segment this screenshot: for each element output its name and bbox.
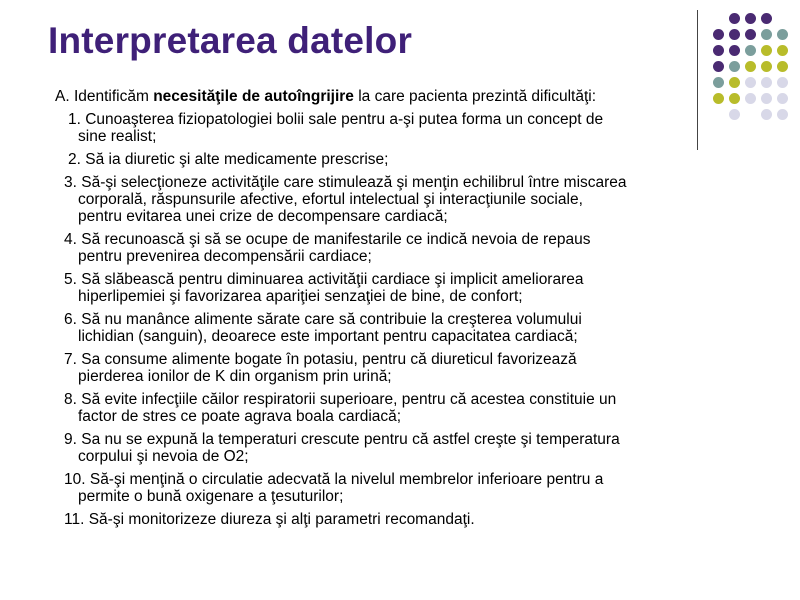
list-item-continuation: corpului şi nevoia de O2; bbox=[78, 448, 249, 465]
decorative-dot bbox=[777, 45, 788, 56]
list-item-continuation: permite o bună oxigenare a ţesuturilor; bbox=[78, 488, 344, 505]
list-item bbox=[55, 471, 755, 505]
decorative-dot bbox=[745, 13, 756, 24]
decorative-dot bbox=[761, 61, 772, 72]
list-item-text: 3. Să-şi selecţioneze activităţile care stimulează şi menţin echilibrul între miscarea bbox=[64, 174, 627, 191]
list-item-continuation: factor de stres ce poate agrava boala cardiacă; bbox=[78, 408, 402, 425]
decorative-dot bbox=[745, 45, 756, 56]
decorative-dot bbox=[745, 61, 756, 72]
list-item bbox=[55, 391, 755, 425]
list-item-text: 6. Să nu manânce alimente sărate care să contribuie la creşterea volumului bbox=[64, 311, 582, 328]
list-item-text: 4. Să recunoască şi să se ocupe de manifestarile ce indică nevoia de repaus bbox=[64, 231, 591, 248]
list-item-continuation: hiperlipemiei şi favorizarea apariţiei senzaţiei de bine, de confort; bbox=[78, 288, 523, 305]
decorative-dot bbox=[761, 13, 772, 24]
list-item bbox=[55, 351, 755, 385]
decorative-dot bbox=[729, 61, 740, 72]
list-item bbox=[55, 111, 755, 145]
list-item bbox=[55, 174, 755, 225]
decorative-dot bbox=[745, 29, 756, 40]
decorative-dot bbox=[777, 109, 788, 120]
list-item bbox=[55, 431, 755, 465]
list-item-continuation: lichidian (sanguin), deoarece este important pentru capacitatea cardiacă; bbox=[78, 328, 578, 345]
list-item bbox=[55, 231, 755, 265]
intro-bold: necesităţile de autoîngrijire bbox=[153, 88, 354, 105]
decorative-dot bbox=[713, 61, 724, 72]
decorative-dot bbox=[761, 109, 772, 120]
slide-body bbox=[55, 88, 755, 534]
decorative-dot bbox=[761, 77, 772, 88]
list-item-text: 10. Să-şi menţină o circulatie adecvată la nivelul membrelor inferioare pentru a bbox=[64, 471, 604, 488]
list-item-text: 5. Să slăbească pentru diminuarea activităţii cardiace şi implicit ameliorarea bbox=[64, 271, 584, 288]
slide-title: Interpretarea datelor bbox=[48, 20, 413, 61]
list-item-text: 9. Sa nu se expună la temperaturi crescute pentru că astfel creşte şi temperatura bbox=[64, 431, 620, 448]
list-item bbox=[55, 151, 755, 168]
decorative-dot bbox=[713, 29, 724, 40]
decorative-dot bbox=[729, 13, 740, 24]
list-item-text: 7. Sa consume alimente bogate în potasiu, pentru că diureticul favorizează bbox=[64, 351, 577, 368]
list-item bbox=[55, 511, 755, 528]
list-item-text: 1. Cunoaşterea fiziopatologiei bolii sale pentru a-şi putea forma un concept de bbox=[68, 111, 604, 128]
decorative-dot bbox=[729, 77, 740, 88]
list-item-text: 8. Să evite infecţiile căilor respiratorii superioare, pentru că acestea constituie un bbox=[64, 391, 617, 408]
list-item bbox=[55, 311, 755, 345]
decorative-dot bbox=[713, 45, 724, 56]
decorative-dot bbox=[761, 93, 772, 104]
decorative-dot bbox=[777, 29, 788, 40]
decorative-dot bbox=[713, 77, 724, 88]
list-item-continuation: pierderea ionilor de K din organism prin urină; bbox=[78, 368, 392, 385]
needs-list bbox=[55, 111, 755, 528]
list-item bbox=[55, 271, 755, 305]
intro-paragraph bbox=[55, 88, 755, 105]
list-item-text: 2. Să ia diuretic şi alte medicamente prescrise; bbox=[68, 151, 389, 168]
list-item-continuation: sine realist; bbox=[78, 128, 157, 145]
intro-prefix: A. Identificăm bbox=[55, 88, 154, 105]
decorative-dot bbox=[761, 45, 772, 56]
intro-suffix: la care pacienta prezintă dificultăţi: bbox=[353, 88, 597, 105]
list-item-continuation: pentru prevenirea decompensării cardiace; bbox=[78, 248, 372, 265]
list-item-text: 11. Să-şi monitorizeze diureza şi alţi parametri recomandaţi. bbox=[64, 511, 475, 528]
decorative-dot bbox=[761, 29, 772, 40]
decorative-dot bbox=[729, 45, 740, 56]
decorative-dot bbox=[745, 77, 756, 88]
list-item-continuation: pentru evitarea unei crize de decompensare cardiacă; bbox=[78, 208, 448, 225]
decorative-dot bbox=[729, 29, 740, 40]
list-item-continuation: corporală, răspunsurile afective, efortul intelectual şi interacţiunile sociale, bbox=[78, 191, 583, 208]
decorative-dot bbox=[777, 77, 788, 88]
decorative-dot bbox=[777, 61, 788, 72]
decorative-dot bbox=[777, 93, 788, 104]
